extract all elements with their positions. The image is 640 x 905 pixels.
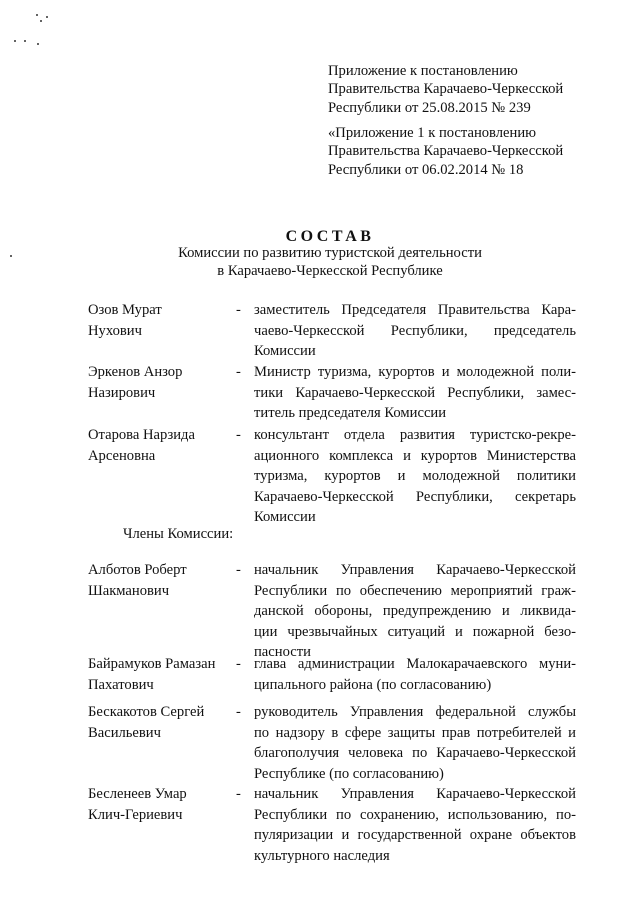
dash-separator: - [236, 562, 241, 578]
dash-separator: - [236, 704, 241, 720]
dash-separator: - [236, 302, 241, 318]
scan-speck [14, 40, 16, 42]
member-role: заместитель Председателя Правительства Кара- чаево-Черкесской Республики, председатель Комиссии [254, 302, 576, 360]
member-role: начальник Управления Карачаево-Черкесской Республики по обеспечению мероприятий граж- данской обороны, предупреждению и ликвида- ции чрезвычайных ситуаций и пожарной безо- пасности [254, 562, 576, 661]
member-name: Алботов Роберт Шакманович [88, 562, 187, 599]
appendix-line: Приложение к постановлению [328, 63, 518, 79]
appendix-current [328, 62, 563, 117]
member-name: Отарова Нарзида Арсеновна [88, 427, 195, 464]
appendix-line: Республики от 06.02.2014 № 18 [328, 161, 524, 178]
member-name: Бесленеев Умар Клич-Гериевич [88, 786, 187, 823]
scan-speck [40, 20, 42, 22]
member-role: глава администрации Малокарачаевского муни- ципального района (по согласованию) [254, 656, 576, 693]
member-role: руководитель Управления федеральной службы по надзору в сфере защиты прав потребителей и благополучия человека по Карачаево-Черкесской Республике (по согласованию) [254, 704, 576, 782]
member-role: Министр туризма, курортов и молодежной поли- тики Карачаево-Черкесской Республики, замес- титель председателя Комиссии [254, 364, 576, 422]
appendix-line: Правительства Карачаево-Черкесской [328, 143, 564, 160]
document-subtitle [0, 244, 640, 280]
dash-separator: - [236, 427, 241, 443]
members-section-label: Члены Комиссии: [123, 526, 234, 542]
subtitle-line: Комиссии по развитию туристской деятельности [178, 245, 482, 261]
document-title: СОСТАВ [285, 228, 375, 245]
member-name: Байрамуков Рамазан Пахатович [88, 656, 216, 693]
scan-speck [24, 40, 26, 42]
appendix-previous [328, 124, 563, 179]
appendix-line: «Приложение 1 к постановлению [328, 125, 537, 141]
appendix-line: Республики от 25.08.2015 № 239 [328, 99, 531, 116]
dash-separator: - [236, 364, 241, 380]
subtitle-line: в Карачаево-Черкесской Республике [217, 263, 443, 279]
scan-speck [36, 14, 38, 16]
member-role: консультант отдела развития туристско-рекре- ационного комплекса и курортов Министерства туризма, курортов и молодежной политики Карачаево-Черкесской Республики, секретарь Комиссии [254, 427, 576, 526]
dash-separator: - [236, 656, 241, 672]
member-name: Бескакотов Сергей Васильевич [88, 704, 205, 741]
scan-speck [37, 43, 39, 45]
member-name: Озов Мурат Нухович [88, 302, 162, 339]
dash-separator: - [236, 786, 241, 802]
member-name: Эркенов Анзор Назирович [88, 364, 183, 401]
member-role: начальник Управления Карачаево-Черкесской Республики по сохранению, использованию, по- пуляризации и государственной охране объектов культурного наследия [254, 786, 576, 864]
scan-speck [46, 16, 48, 18]
appendix-line: Правительства Карачаево-Черкесской [328, 81, 564, 98]
